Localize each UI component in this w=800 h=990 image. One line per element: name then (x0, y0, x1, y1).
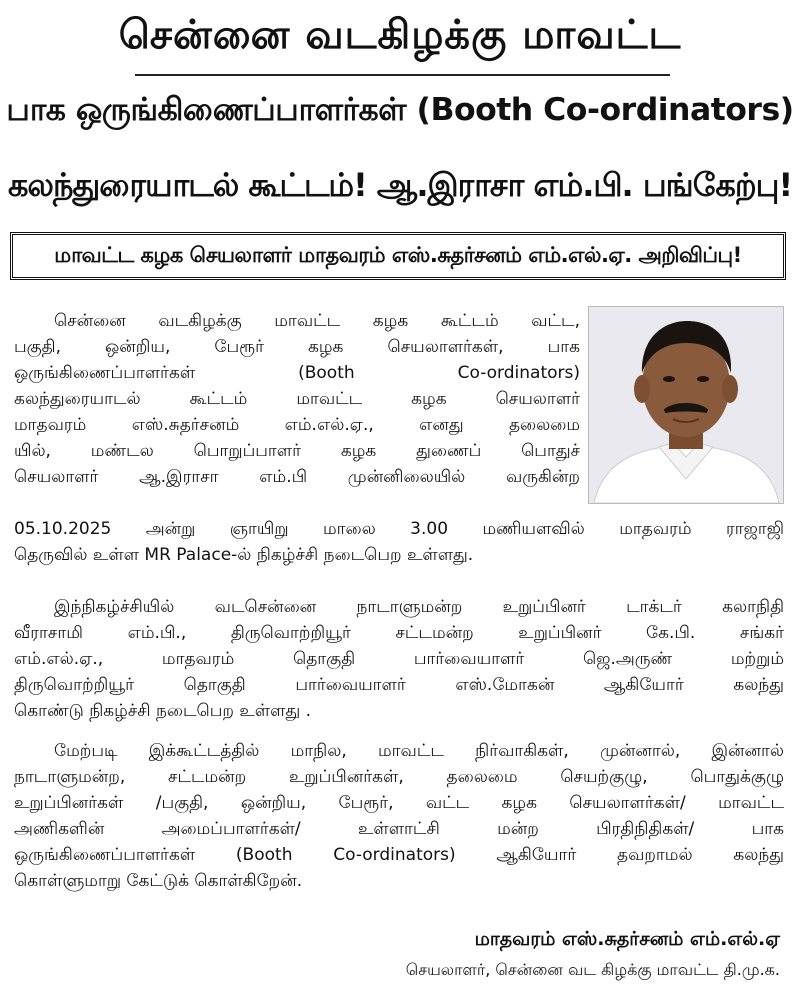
paragraph-line: திருவொற்றியூர் தொகுதி பார்வையாளர் எஸ்.மோகன் ஆகியோர் கலந்து (14, 675, 784, 695)
paragraph-line: கலந்துரையாடல் கூட்டம் மாவட்ட கழக செயலாளர் (14, 389, 580, 409)
headline-booth-coordinators: பாக ஒருங்கிணைப்பாளர்கள் (Booth Co-ordinators) (6, 92, 794, 128)
announcement-bar (10, 232, 786, 280)
paragraph-line: கொண்டு நிகழ்ச்சி நடைபெற உள்ளது . (14, 701, 311, 721)
signature-role: செயலாளர், சென்னை வட கிழக்கு மாவட்ட தி.மு.க. (405, 960, 780, 979)
paragraph-line: 05.10.2025 அன்று ஞாயிறு மாலை 3.00 மணியளவில் மாதவரம் ராஜாஜி (14, 519, 784, 539)
paragraph-line: எம்.எல்.ஏ., மாதவரம் தொகுதி பார்வையாளர் ஜெ.அருண் மற்றும் (14, 649, 784, 669)
headline-divider (135, 74, 670, 76)
paragraph-line: உறுப்பினர்கள் /பகுதி, ஒன்றிய, பேரூர், வட்ட கழக செயலாளர்கள்/ மாவட்ட (14, 793, 784, 813)
paragraph-1 (14, 308, 580, 490)
paragraph-line: தெருவில் உள்ள MR Palace-ல் நிகழ்ச்சி நடைபெற உள்ளது. (14, 545, 474, 565)
paragraph-line: ஒருங்கிணைப்பாளர்கள் (Booth Co-ordinators) (14, 363, 580, 383)
paragraph-line: கொள்ளுமாறு கேட்டுக் கொள்கிறேன். (14, 871, 303, 891)
headline-meeting: கலந்துரையாடல் கூட்டம்! ஆ.இராசா எம்.பி. பங்கேற்பு! (7, 166, 793, 204)
paragraph-line: சென்னை வடகிழக்கு மாவட்ட கழக கூட்டம் வட்ட, (54, 311, 580, 331)
paragraph-line: யில், மண்டல பொறுப்பாளர் கழக துணைப் பொதுச் (14, 441, 580, 461)
announcement-text: மாவட்ட கழக செயலாளர் மாதவரம் எஸ்.சுதர்சனம் எம்.எல்.ஏ. அறிவிப்பு! (54, 242, 742, 267)
paragraph-line: செயலாளர் ஆ.இராசா எம்.பி முன்னிலையில் வருகின்ற (14, 467, 580, 487)
portrait-photo (588, 306, 784, 504)
headline-district: சென்னை வடகிழக்கு மாவட்ட (118, 12, 682, 58)
paragraph-line: மாதவரம் எஸ்.சுதர்சனம் எம்.எல்.ஏ., எனது தலைமை (14, 415, 580, 435)
paragraph-line: வீராசாமி எம்.பி., திருவொற்றியூர் சட்டமன்ற உறுப்பினர் கே.பி. சங்கர் (14, 623, 784, 643)
paragraph-line: ஒருங்கிணைப்பாளர்கள் (Booth Co-ordinators) ஆகியோர் தவறாமல் கலந்து (14, 845, 784, 865)
signature-name: மாதவரம் எஸ்.சுதர்சனம் எம்.எல்.ஏ (474, 928, 780, 950)
portrait-illustration (589, 307, 783, 503)
paragraph-2 (14, 594, 784, 724)
paragraph-3 (14, 738, 784, 894)
paragraph-line: மேற்படி இக்கூட்டத்தில் மாநில, மாவட்ட நிர்வாகிகள், முன்னால், இன்னால் (54, 741, 784, 761)
paragraph-line: இந்நிகழ்ச்சியில் வடசென்னை நாடாளுமன்ற உறுப்பினர் டாக்டர் கலாநிதி (54, 597, 784, 617)
paragraph-line: அணிகளின் அமைப்பாளர்கள்/ உள்ளாட்சி மன்ற பிரதிநிதிகள்/ பாக (14, 819, 784, 839)
paragraph-line: நாடாளுமன்ற, சட்டமன்ற உறுப்பினர்கள், தலைமை செயற்குழு, பொதுக்குழு (14, 767, 784, 787)
paragraph-line: பகுதி, ஒன்றிய, பேரூர் கழக செயலாளர்கள், பாக (14, 337, 580, 357)
paragraph-1-continued (14, 516, 784, 568)
